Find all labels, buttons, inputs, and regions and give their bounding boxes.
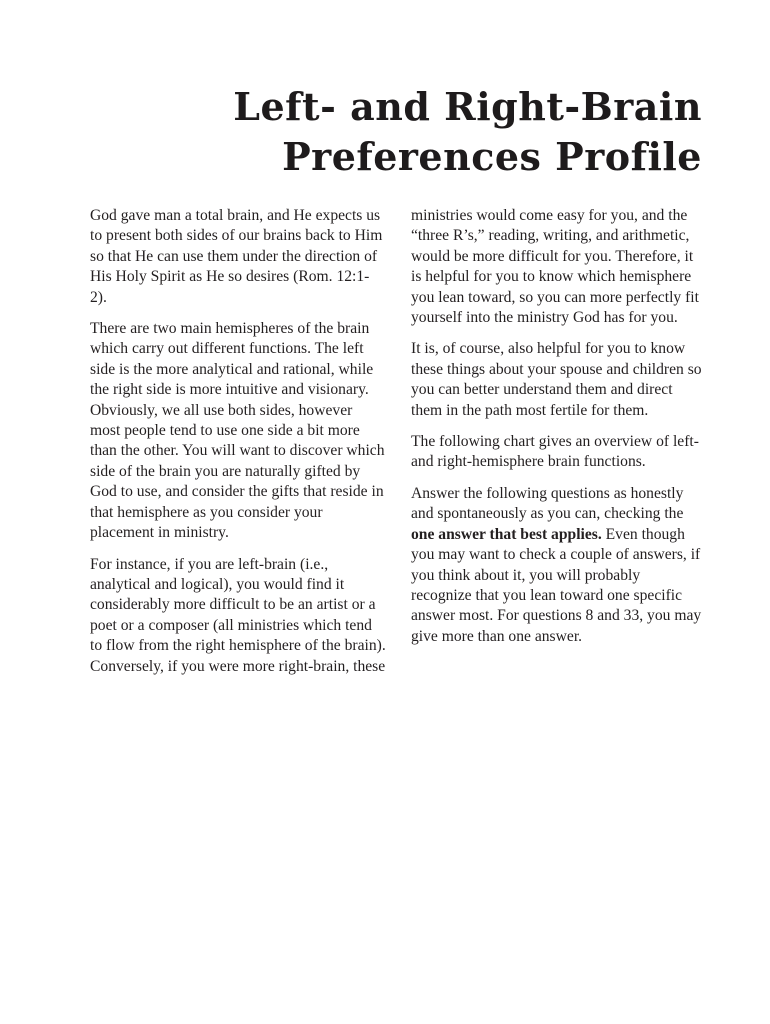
instructions-text-start: Answer the following questions as honestly and spontaneously as you can, checking the	[411, 484, 684, 523]
instructions-text-end: Even though you may want to check a couple of answers, if you think about it, you will probably recognize that you lean toward one specific answer most. For questions 8 and 33, you may give more than one answer.	[411, 525, 702, 645]
left-column	[90, 206, 386, 688]
title-line-2: Preferences Profile	[282, 134, 702, 179]
instructions-paragraph	[411, 484, 703, 647]
paragraph: ministries would come easy for you, and the “three R’s,” reading, writing, and arithmetic, would be more difficult for you. Therefore, it is helpful for you to know which hemisphere you lean toward, so you can more perfectly fit yourself into the ministry God has for you.	[411, 207, 699, 327]
paragraph: There are two main hemispheres of the brain which carry out different functions. The left side is the more analytical and rational, while the right side is more intuitive and visionary. Obviously, we all use both sides, however most people tend to use one side a bit more than the other. You will want to discover which side of the brain you are naturally gifted by God to use, and consider the gifts that reside in that hemisphere as you consider your placement in ministry.	[90, 320, 385, 542]
emphasis-text: one answer that best applies.	[411, 525, 602, 543]
title-line-1: Left- and Right-Brain	[233, 84, 702, 129]
right-column	[411, 206, 703, 658]
paragraph: The following chart gives an overview of left- and right-hemisphere brain functions.	[411, 433, 699, 471]
page-title	[142, 82, 702, 182]
paragraph: For instance, if you are left-brain (i.e., analytical and logical), you would find it considerably more difficult to be an artist or a poet or a composer (all ministries which tend to flow from the right hemisphere of the brain). Conversely, if you were more right-brain, these	[90, 555, 386, 675]
paragraph: God gave man a total brain, and He expects us to present both sides of our brains back to Him so that He can use them under the direction of His Holy Spirit as He so desires (Rom. 12:1-2).	[90, 207, 383, 306]
paragraph: It is, of course, also helpful for you to know these things about your spouse and children so you can better understand them and direct them in the path most fertile for them.	[411, 340, 702, 419]
